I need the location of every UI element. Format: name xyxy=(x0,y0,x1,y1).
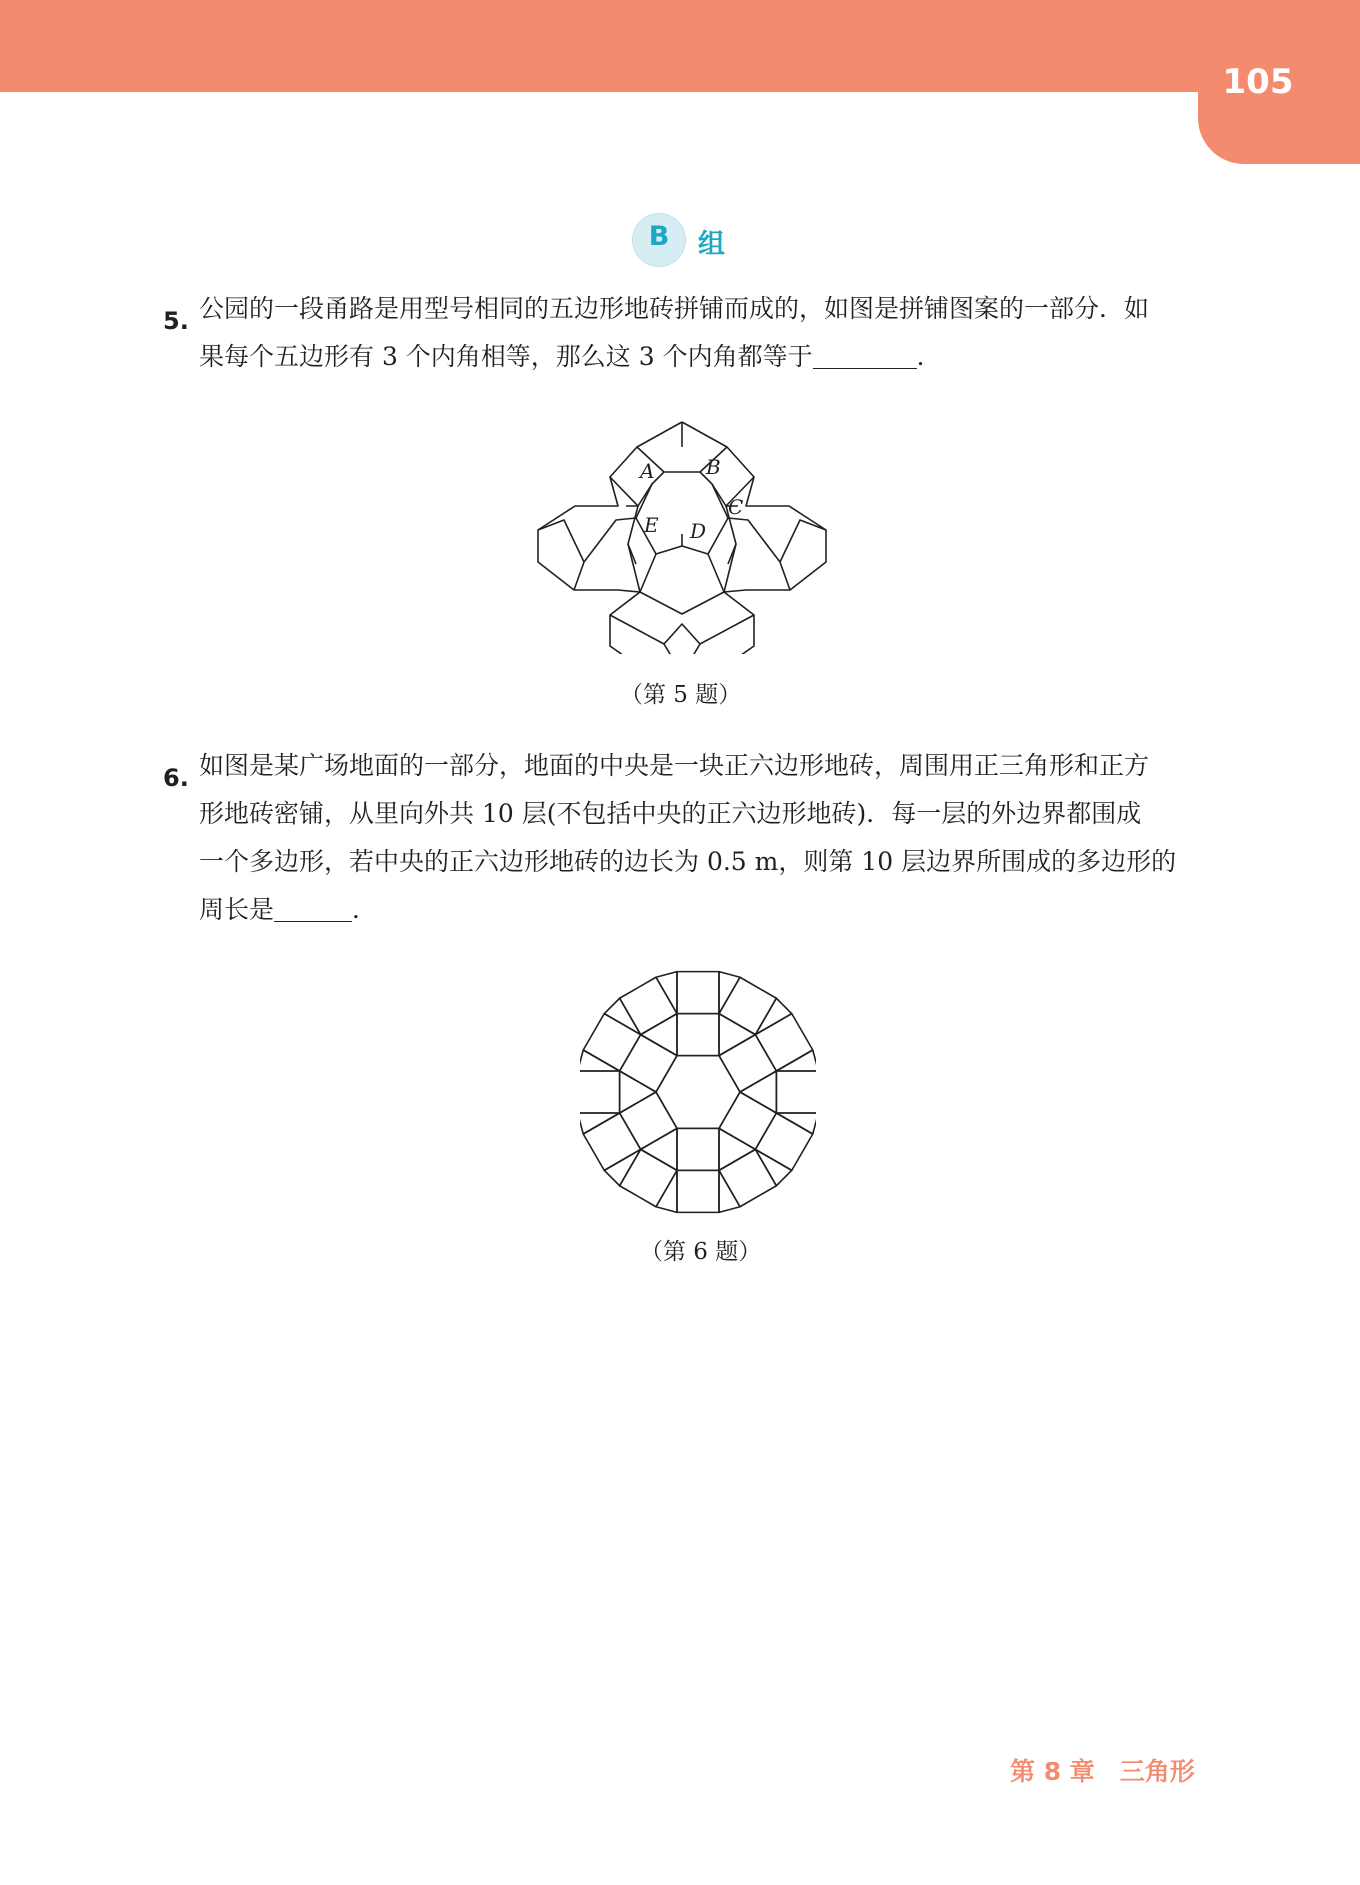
problem-number: 5. xyxy=(163,307,189,335)
problem-number: 6. xyxy=(163,764,189,792)
figure-caption-5: （第 5 题） xyxy=(620,682,742,708)
answer-blank[interactable] xyxy=(274,891,352,922)
label-e: E xyxy=(644,513,659,537)
page-number: 105 xyxy=(1222,62,1294,102)
label-d: D xyxy=(690,519,707,543)
problem-text: 周长是 xyxy=(199,895,275,924)
figure-caption-6: （第 6 题） xyxy=(640,1239,762,1265)
problem-text: 果每个五边形有 3 个内角相等，那么这 3 个内角都等于 xyxy=(199,342,813,371)
label-a: A xyxy=(640,459,655,483)
problem-text-line xyxy=(199,333,942,381)
problem-text-line xyxy=(199,886,377,934)
problem-text-line: 公园的一段甬路是用型号相同的五边形地砖拼铺而成的，如图是拼铺图案的一部分．如 xyxy=(199,294,1150,323)
pentagon-tiling-lines xyxy=(538,422,826,654)
chapter-footer: 第 8 章 三角形 xyxy=(1010,1757,1195,1786)
label-b: B xyxy=(706,455,721,479)
problem-text-line: 形地砖密铺，从里向外共 10 层(不包括中央的正六边形地砖)．每一层的外边界都围成 xyxy=(199,799,1142,828)
label-c: C xyxy=(728,495,744,519)
hexagon-tiling-lines xyxy=(580,972,816,1213)
group-title: 组 xyxy=(698,229,725,260)
problem-tail: ． xyxy=(352,895,378,924)
group-badge-letter: B xyxy=(648,221,670,252)
problem-text-line: 一个多边形，若中央的正六边形地砖的边长为 0.5 m，则第 10 层边界所围成的多边形的 xyxy=(199,847,1177,876)
header-band xyxy=(0,0,1360,92)
problem-text-line: 如图是某广场地面的一部分，地面的中央是一块正六边形地砖，周围用正三角形和正方 xyxy=(199,751,1150,780)
figure-hexagon-tiling xyxy=(580,970,816,1214)
answer-blank[interactable] xyxy=(813,338,917,369)
group-badge xyxy=(632,213,686,267)
figure-pentagon-tiling xyxy=(532,414,832,654)
problem-tail: ． xyxy=(916,342,942,371)
